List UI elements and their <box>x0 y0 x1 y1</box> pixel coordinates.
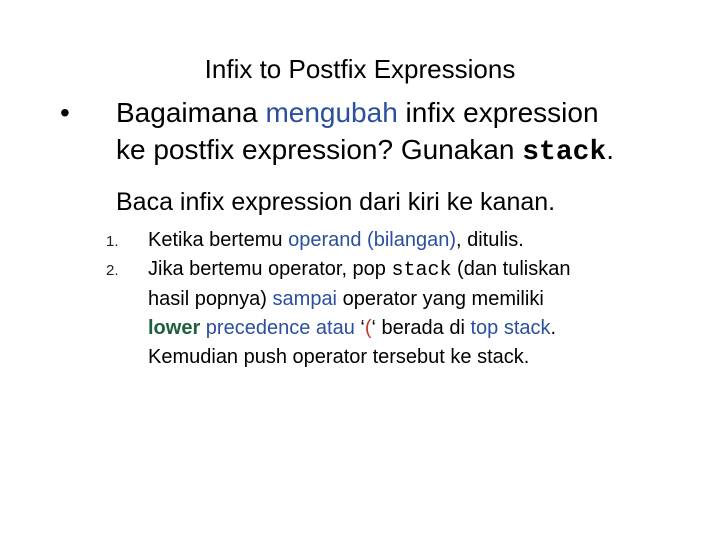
list-highlight: precedence atau <box>200 317 355 339</box>
list-paren-symbol: ( <box>364 317 372 339</box>
sub-instruction: Baca infix expression dari kiri ke kanan. <box>116 188 556 216</box>
list-text-segment: Jika bertemu operator, pop <box>148 258 392 280</box>
bullet-icon: • <box>60 97 70 128</box>
list-code-stack: stack <box>391 259 452 282</box>
list-text-segment: operator yang memiliki <box>337 288 544 310</box>
bullet-highlight: mengubah <box>265 97 398 128</box>
bullet-text-segment: infix expression <box>397 97 599 128</box>
list-item <box>106 226 716 255</box>
list-number: 1. <box>106 233 119 250</box>
slide-title: Infix to Postfix Expressions <box>204 54 516 84</box>
list-text-segment: , ditulis. <box>455 229 524 251</box>
main-bullet-text <box>116 94 716 171</box>
bullet-code-stack: stack <box>522 137 607 168</box>
list-text-segment: Ketika bertemu <box>148 229 289 251</box>
list-number: 2. <box>106 262 119 279</box>
list-text-segment: ‘ <box>354 317 365 339</box>
list-highlight-lower: lower <box>148 317 201 339</box>
list-text-segment: (dan tuliskan <box>451 258 571 280</box>
list-text-segment: Kemudian push operator tersebut ke stack. <box>148 346 530 368</box>
numbered-list <box>106 226 716 372</box>
bullet-text-segment: . <box>606 134 615 165</box>
list-text-segment: ‘ berada di <box>371 317 471 339</box>
list-highlight: top stack <box>470 317 551 339</box>
list-item <box>106 255 716 372</box>
list-highlight: sampai <box>272 288 338 310</box>
bullet-text-segment: Bagaimana <box>116 97 266 128</box>
list-text-segment: . <box>550 317 557 339</box>
bullet-text-segment: ke postfix expression? Gunakan <box>116 134 523 165</box>
list-text-segment: hasil popnya) <box>148 288 273 310</box>
list-highlight: operand (bilangan) <box>288 229 456 251</box>
